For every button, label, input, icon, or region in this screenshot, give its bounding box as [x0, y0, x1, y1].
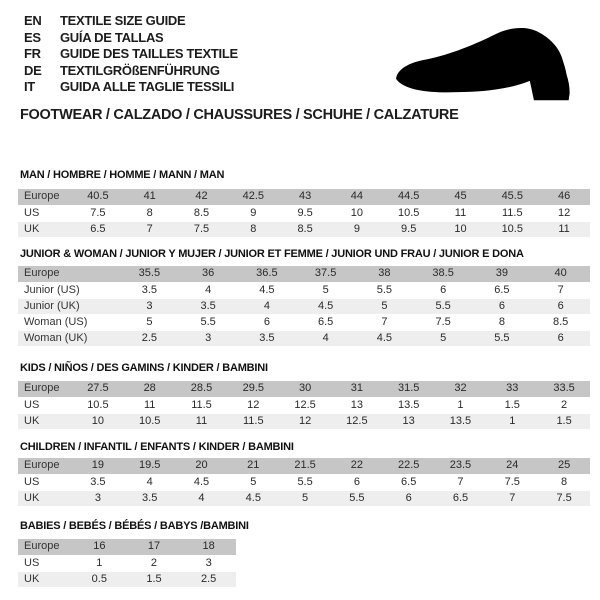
size-cell: 36.5	[238, 266, 297, 282]
row-label: Europe	[18, 266, 120, 282]
size-cell: 11	[124, 397, 176, 413]
size-cell: 1	[486, 413, 538, 429]
table-row	[18, 539, 236, 555]
size-cell: 3	[72, 490, 124, 506]
size-cell: 9.5	[279, 205, 331, 221]
size-cell: 42	[176, 189, 228, 205]
size-cell: 17	[127, 539, 182, 555]
size-cell: 43	[279, 189, 331, 205]
size-cell: 3	[120, 298, 179, 314]
language-label: GUIDA ALLE TAGLIE TESSILI	[60, 79, 235, 94]
size-cell: 6	[531, 298, 590, 314]
size-cell: 4.5	[238, 282, 297, 298]
table-row	[18, 397, 590, 413]
size-cell: 11	[538, 221, 590, 237]
size-cell: 6	[331, 474, 383, 490]
size-cell: 7	[435, 474, 487, 490]
table-row	[18, 221, 590, 237]
size-cell: 7.5	[176, 221, 228, 237]
size-cell: 4.5	[176, 474, 228, 490]
size-cell: 22.5	[383, 458, 435, 474]
size-cell: 10	[331, 205, 383, 221]
size-cell: 13.5	[383, 397, 435, 413]
size-cell: 12	[279, 413, 331, 429]
size-cell: 9	[331, 221, 383, 237]
size-cell: 4	[124, 474, 176, 490]
size-cell: 5	[279, 490, 331, 506]
language-row	[24, 46, 238, 63]
language-label: GUIDE DES TAILLES TEXTILE	[60, 46, 238, 61]
row-label: US	[18, 397, 72, 413]
size-cell: 21.5	[279, 458, 331, 474]
size-cell: 5	[414, 330, 473, 346]
table-row	[18, 490, 590, 506]
size-cell: 31.5	[383, 381, 435, 397]
size-table	[18, 381, 590, 430]
size-cell: 2.5	[120, 330, 179, 346]
size-cell: 13.5	[435, 413, 487, 429]
size-cell: 5.5	[331, 490, 383, 506]
size-cell: 4	[238, 298, 297, 314]
section-title: MAN / HOMBRE / HOMME / MANN / MAN	[20, 169, 225, 181]
size-cell: 7.5	[72, 205, 124, 221]
size-cell: 11	[435, 205, 487, 221]
size-cell: 16	[72, 539, 127, 555]
size-cell: 5	[227, 474, 279, 490]
size-cell: 10.5	[124, 413, 176, 429]
size-cell: 6	[414, 282, 473, 298]
size-cell: 6.5	[72, 221, 124, 237]
size-cell: 6	[531, 330, 590, 346]
size-cell: 38.5	[414, 266, 473, 282]
size-cell: 3.5	[72, 474, 124, 490]
size-cell: 4	[176, 490, 228, 506]
size-cell: 28.5	[176, 381, 228, 397]
size-cell: 1	[72, 555, 127, 571]
size-cell: 11.5	[227, 413, 279, 429]
size-cell: 5.5	[179, 314, 238, 330]
size-cell: 1.5	[486, 397, 538, 413]
language-code: DE	[24, 62, 42, 78]
size-cell: 7	[531, 282, 590, 298]
size-cell: 6	[383, 490, 435, 506]
table-row	[18, 189, 590, 205]
category-line: FOOTWEAR / CALZADO / CHAUSSURES / SCHUHE / CALZATURE	[20, 107, 459, 123]
size-cell: 40.5	[72, 189, 124, 205]
row-label: Europe	[18, 189, 72, 205]
size-cell: 32	[435, 381, 487, 397]
row-label: Woman (UK)	[18, 330, 120, 346]
size-cell: 33	[486, 381, 538, 397]
row-label: UK	[18, 413, 72, 429]
size-cell: 21	[227, 458, 279, 474]
size-cell: 5	[120, 314, 179, 330]
size-cell: 31	[331, 381, 383, 397]
size-table	[18, 266, 590, 347]
row-label: Europe	[18, 458, 72, 474]
size-cell: 29.5	[227, 381, 279, 397]
language-label: TEXTILE SIZE GUIDE	[60, 13, 186, 28]
size-cell: 12	[538, 205, 590, 221]
language-label: GUÍA DE TALLAS	[60, 29, 164, 45]
size-cell: 10.5	[72, 397, 124, 413]
size-cell: 3.5	[179, 298, 238, 314]
section-title: JUNIOR & WOMAN / JUNIOR Y MUJER / JUNIOR ET FEMME / JUNIOR UND FRAU / JUNIOR E DONA	[20, 248, 524, 260]
size-cell: 27.5	[72, 381, 124, 397]
size-cell: 3.5	[124, 490, 176, 506]
size-cell: 7.5	[486, 474, 538, 490]
size-cell: 5.5	[414, 298, 473, 314]
size-cell: 44	[331, 189, 383, 205]
row-label: Junior (UK)	[18, 298, 120, 314]
section-title: CHILDREN / INFANTIL / ENFANTS / KINDER / BAMBINI	[20, 441, 294, 453]
size-cell: 24	[486, 458, 538, 474]
size-cell: 11.5	[486, 205, 538, 221]
size-cell: 10	[435, 221, 487, 237]
row-label: US	[18, 474, 72, 490]
size-cell: 12.5	[279, 397, 331, 413]
size-cell: 4.5	[227, 490, 279, 506]
row-label: Europe	[18, 381, 72, 397]
size-cell: 12.5	[331, 413, 383, 429]
size-cell: 19.5	[124, 458, 176, 474]
size-cell: 5.5	[473, 330, 532, 346]
size-cell: 0.5	[72, 571, 127, 587]
size-cell: 45.5	[486, 189, 538, 205]
size-cell: 30	[279, 381, 331, 397]
language-label: TEXTILGRÖßENFÜHRUNG	[60, 62, 220, 78]
table-row	[18, 571, 236, 587]
size-cell: 25	[538, 458, 590, 474]
size-cell: 4.5	[355, 330, 414, 346]
size-cell: 5.5	[355, 282, 414, 298]
size-cell: 3	[181, 555, 236, 571]
size-table	[18, 458, 590, 507]
size-cell: 7	[486, 490, 538, 506]
size-cell: 3.5	[238, 330, 297, 346]
language-row	[24, 79, 238, 96]
size-cell: 7.5	[414, 314, 473, 330]
size-cell: 2	[538, 397, 590, 413]
row-label: UK	[18, 490, 72, 506]
row-label: US	[18, 205, 72, 221]
size-cell: 8.5	[279, 221, 331, 237]
size-cell: 1.5	[127, 571, 182, 587]
size-cell: 20	[176, 458, 228, 474]
section-title: BABIES / BEBÉS / BÉBÉS / BABYS /BAMBINI	[20, 520, 249, 532]
size-cell: 5	[355, 298, 414, 314]
size-cell: 37.5	[296, 266, 355, 282]
table-row	[18, 458, 590, 474]
size-cell: 3.5	[120, 282, 179, 298]
size-cell: 9	[227, 205, 279, 221]
size-cell: 9.5	[383, 221, 435, 237]
size-cell: 6.5	[435, 490, 487, 506]
table-row	[18, 205, 590, 221]
size-cell: 8.5	[531, 314, 590, 330]
size-cell: 19	[72, 458, 124, 474]
size-cell: 8	[538, 474, 590, 490]
table-row	[18, 413, 590, 429]
size-cell: 41	[124, 189, 176, 205]
size-table	[18, 189, 590, 238]
size-cell: 44.5	[383, 189, 435, 205]
size-cell: 22	[331, 458, 383, 474]
size-cell: 11	[176, 413, 228, 429]
size-cell: 11.5	[176, 397, 228, 413]
size-cell: 6.5	[296, 314, 355, 330]
size-cell: 42.5	[227, 189, 279, 205]
language-code: EN	[24, 13, 42, 28]
language-code: FR	[24, 46, 41, 61]
table-row	[18, 381, 590, 397]
size-cell: 6	[238, 314, 297, 330]
size-cell: 46	[538, 189, 590, 205]
row-label: Europe	[18, 539, 72, 555]
size-cell: 6.5	[383, 474, 435, 490]
size-cell: 45	[435, 189, 487, 205]
size-cell: 4	[296, 330, 355, 346]
size-table	[18, 539, 236, 588]
size-cell: 28	[124, 381, 176, 397]
size-cell: 2	[127, 555, 182, 571]
size-cell: 36	[179, 266, 238, 282]
language-row	[24, 30, 238, 47]
size-cell: 38	[355, 266, 414, 282]
row-label: UK	[18, 571, 72, 587]
row-label: Woman (US)	[18, 314, 120, 330]
size-cell: 1	[435, 397, 487, 413]
language-code: IT	[24, 79, 35, 94]
size-cell: 5.5	[279, 474, 331, 490]
size-cell: 18	[181, 539, 236, 555]
size-cell: 13	[383, 413, 435, 429]
table-row	[18, 266, 590, 282]
size-cell: 7	[355, 314, 414, 330]
size-cell: 6	[473, 298, 532, 314]
language-list	[24, 13, 238, 96]
size-cell: 5	[296, 282, 355, 298]
size-cell: 6.5	[473, 282, 532, 298]
size-cell: 8	[473, 314, 532, 330]
size-cell: 1.5	[538, 413, 590, 429]
dress-shoe-icon	[392, 18, 586, 108]
size-cell: 12	[227, 397, 279, 413]
size-cell: 13	[331, 397, 383, 413]
size-cell: 7.5	[538, 490, 590, 506]
size-cell: 39	[473, 266, 532, 282]
size-cell: 4	[179, 282, 238, 298]
section-title: KIDS / NIÑOS / DES GAMINS / KINDER / BAMBINI	[20, 362, 268, 374]
table-row	[18, 314, 590, 330]
size-cell: 10	[72, 413, 124, 429]
table-row	[18, 555, 236, 571]
table-row	[18, 298, 590, 314]
size-cell: 7	[124, 221, 176, 237]
row-label: Junior (US)	[18, 282, 120, 298]
table-row	[18, 282, 590, 298]
size-cell: 40	[531, 266, 590, 282]
size-cell: 10.5	[383, 205, 435, 221]
size-cell: 23.5	[435, 458, 487, 474]
size-cell: 2.5	[181, 571, 236, 587]
size-cell: 35.5	[120, 266, 179, 282]
row-label: US	[18, 555, 72, 571]
table-row	[18, 330, 590, 346]
size-cell: 10.5	[486, 221, 538, 237]
size-cell: 8	[227, 221, 279, 237]
size-cell: 4.5	[296, 298, 355, 314]
language-row	[24, 13, 238, 30]
table-row	[18, 474, 590, 490]
size-cell: 8	[124, 205, 176, 221]
row-label: UK	[18, 221, 72, 237]
size-cell: 8.5	[176, 205, 228, 221]
size-cell: 3	[179, 330, 238, 346]
language-row	[24, 63, 238, 80]
language-code: ES	[24, 29, 41, 45]
size-cell: 33.5	[538, 381, 590, 397]
